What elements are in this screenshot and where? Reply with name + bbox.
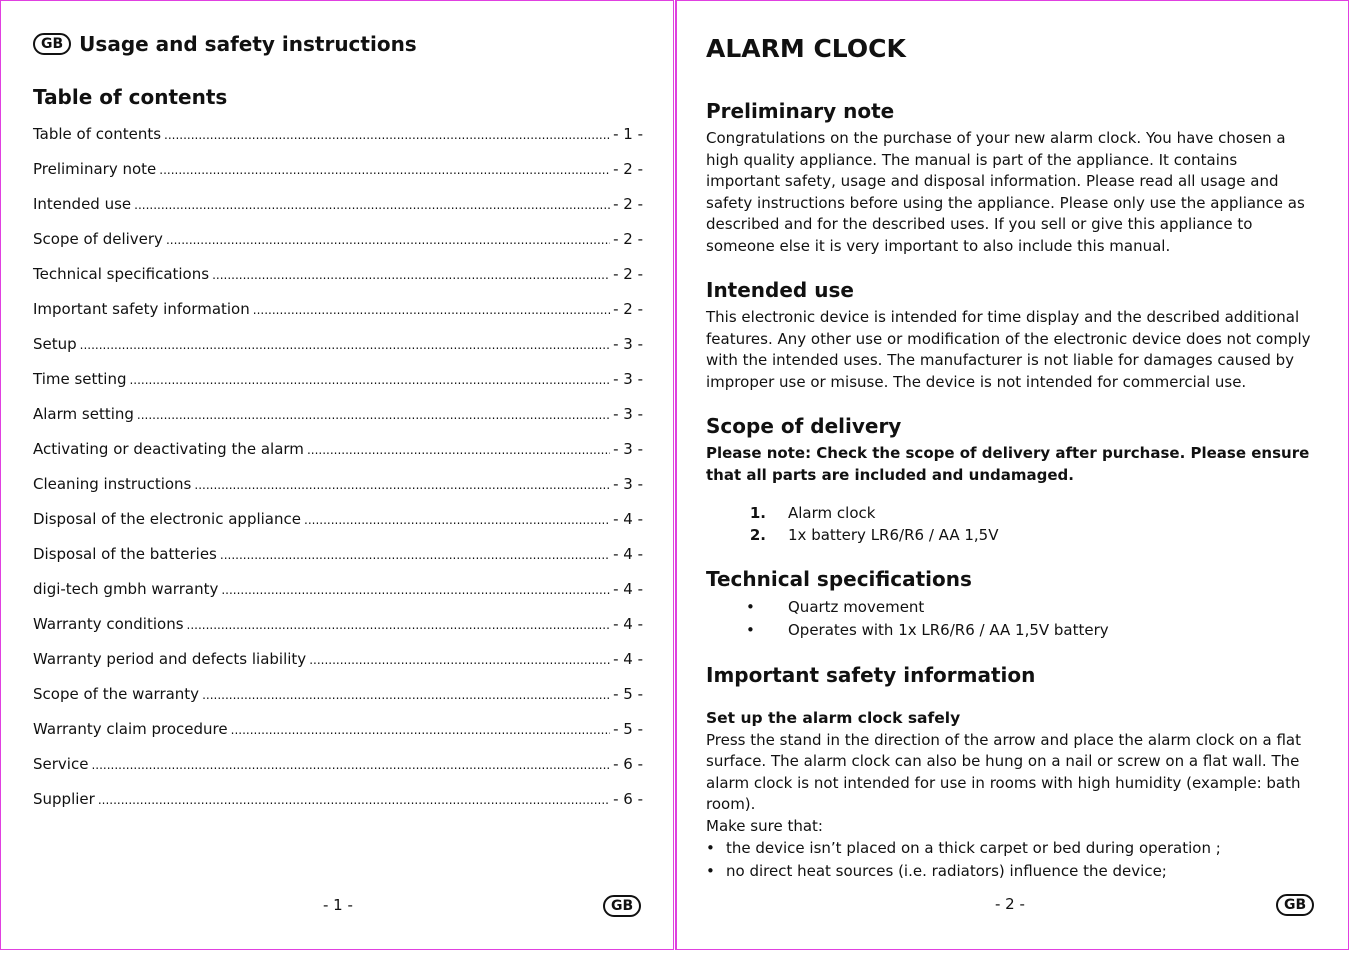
toc-entry-label: Time setting [33, 370, 127, 388]
toc-leader-dots [134, 195, 610, 213]
toc-entry-page: - 2 - [613, 195, 643, 213]
toc-entry-page: - 3 - [613, 440, 643, 458]
toc-leader-dots [253, 300, 610, 318]
toc-entry[interactable] [33, 545, 643, 580]
toc-entry-label: Preliminary note [33, 160, 157, 178]
toc-entry[interactable] [33, 650, 643, 685]
list-text: the device isn’t placed on a thick carpet or bed during operation ; [726, 839, 1221, 857]
table-of-contents [33, 125, 643, 825]
list-item [706, 524, 1316, 546]
toc-entry-label: Intended use [33, 195, 132, 213]
toc-entry[interactable] [33, 615, 643, 650]
toc-entry-label: Service [33, 755, 89, 773]
toc-entry-page: - 2 - [613, 160, 643, 178]
section-heading: Technical specifications [706, 567, 972, 591]
toc-entry-label: Setup [33, 335, 77, 353]
toc-entry-page: - 6 - [613, 790, 643, 808]
section-heading: Important safety information [706, 663, 1036, 687]
toc-leader-dots [309, 650, 610, 668]
toc-entry-label: Disposal of the batteries [33, 545, 217, 563]
toc-leader-dots [91, 755, 610, 773]
toc-leader-dots [231, 720, 610, 738]
toc-entry-page: - 5 - [613, 685, 643, 703]
list-text: Quartz movement [788, 598, 925, 616]
toc-entry[interactable] [33, 405, 643, 440]
toc-entry-label: Technical specifications [33, 265, 210, 283]
toc-entry[interactable] [33, 265, 643, 300]
toc-entry-page: - 4 - [613, 510, 643, 528]
section-text: Press the stand in the direction of the arrow and place the alarm clock on a flat surface. The alarm clock can also be hung on a nail or screw on a flat wall. The alarm clock is not intended for use in rooms with high humidity (example: bath room). [706, 730, 1301, 813]
gb-language-badge: GB [33, 33, 71, 55]
bullet-icon: • [746, 598, 755, 616]
section-safety [706, 662, 1316, 883]
list-item [706, 502, 1316, 524]
toc-leader-dots [187, 615, 611, 633]
header-title: Usage and safety instructions [79, 32, 417, 56]
toc-leader-dots [166, 230, 610, 248]
toc-leader-dots [159, 160, 610, 178]
toc-entry[interactable] [33, 755, 643, 790]
toc-entry-label: Table of contents [33, 125, 162, 143]
toc-leader-dots [304, 510, 610, 528]
toc-entry-page: - 4 - [613, 650, 643, 668]
section-preliminary [706, 98, 1316, 257]
toc-entry[interactable] [33, 790, 643, 825]
toc-entry[interactable] [33, 370, 643, 405]
toc-entry[interactable] [33, 475, 643, 510]
toc-entry-page: - 3 - [613, 335, 643, 353]
toc-entry-label: Scope of delivery [33, 230, 163, 248]
toc-entry[interactable] [33, 195, 643, 230]
toc-entry-page: - 3 - [613, 405, 643, 423]
toc-leader-dots [202, 685, 610, 703]
make-sure-text: Make sure that: [706, 816, 823, 835]
toc-entry-page: - 2 - [613, 265, 643, 283]
toc-entry[interactable] [33, 230, 643, 265]
toc-entry-page: - 2 - [613, 230, 643, 248]
toc-entry-label: Scope of the warranty [33, 685, 200, 703]
toc-entry[interactable] [33, 580, 643, 615]
safety-bullets [706, 837, 1316, 883]
bullet-icon: • [746, 621, 755, 639]
list-item [706, 837, 1316, 860]
list-text: no direct heat sources (i.e. radiators) influence the device; [726, 862, 1167, 880]
toc-entry-label: Warranty conditions [33, 615, 184, 633]
spec-list [706, 596, 1316, 642]
subsection-heading: Set up the alarm clock safely [706, 709, 961, 727]
section-heading: Scope of delivery [706, 414, 902, 438]
toc-entry-page: - 4 - [613, 580, 643, 598]
right-content [706, 98, 1316, 883]
toc-entry-page: - 2 - [613, 300, 643, 318]
toc-entry[interactable] [33, 510, 643, 545]
gb-footer-badge: GB [1276, 894, 1314, 916]
toc-leader-dots [98, 790, 610, 808]
left-page [0, 0, 674, 950]
toc-entry-label: Important safety information [33, 300, 250, 318]
toc-leader-dots [129, 370, 610, 388]
toc-leader-dots [220, 545, 610, 563]
toc-leader-dots [80, 335, 610, 353]
section-intended-use [706, 277, 1316, 393]
list-item [706, 619, 1316, 642]
toc-title: Table of contents [33, 85, 228, 109]
toc-leader-dots [194, 475, 610, 493]
toc-entry-page: - 4 - [613, 615, 643, 633]
toc-entry-label: digi-tech gmbh warranty [33, 580, 219, 598]
left-header [33, 32, 417, 56]
toc-entry-label: Alarm setting [33, 405, 134, 423]
bullet-icon: • [706, 862, 715, 880]
scope-note: Please note: Check the scope of delivery after purchase. Please ensure that all parts are included and undamaged. [706, 444, 1310, 484]
list-text: Operates with 1x LR6/R6 / AA 1,5V battery [788, 621, 1109, 639]
section-text: This electronic device is intended for time display and the described additional features. Any other use or modification of the electronic device does not comply with the intended uses. The manufacturer is not liable for damages caused by improper use or misuse. The device is not intended for commercial use. [706, 308, 1311, 391]
toc-entry-page: - 5 - [613, 720, 643, 738]
toc-entry-page: - 1 - [613, 125, 643, 143]
toc-leader-dots [164, 125, 610, 143]
page-number: - 2 - [995, 895, 1025, 913]
toc-leader-dots [221, 580, 610, 598]
section-scope-of-delivery [706, 413, 1316, 546]
toc-entry-page: - 3 - [613, 370, 643, 388]
toc-entry-label: Supplier [33, 790, 95, 808]
toc-entry[interactable] [33, 160, 643, 195]
bullet-icon: • [706, 839, 715, 857]
section-text: Congratulations on the purchase of your new alarm clock. You have chosen a high quality appliance. The manual is part of the appliance. It contains important safety, usage and disposal information. Please read all usage and safety instructions before using the appliance. Please only use the appliance as described and for the described uses. If you sell or give this appliance to someone else it is very important to also include this manual. [706, 129, 1305, 255]
toc-entry-label: Warranty period and defects liability [33, 650, 307, 668]
toc-entry-label: Activating or deactivating the alarm [33, 440, 304, 458]
toc-leader-dots [137, 405, 610, 423]
list-text: 1x battery LR6/R6 / AA 1,5V [788, 526, 999, 544]
toc-entry[interactable] [33, 720, 643, 755]
section-heading: Preliminary note [706, 99, 895, 123]
list-number: 1. [749, 504, 766, 522]
toc-entry-label: Cleaning instructions [33, 475, 192, 493]
toc-entry[interactable] [33, 335, 643, 370]
list-item [706, 596, 1316, 619]
toc-entry[interactable] [33, 300, 643, 335]
section-heading: Intended use [706, 278, 854, 302]
section-technical [706, 566, 1316, 642]
toc-entry[interactable] [33, 685, 643, 720]
toc-entry-label: Warranty claim procedure [33, 720, 228, 738]
toc-entry-page: - 3 - [613, 475, 643, 493]
toc-leader-dots [307, 440, 610, 458]
document-title: ALARM CLOCK [706, 34, 906, 63]
toc-entry[interactable] [33, 440, 643, 475]
delivery-list [706, 502, 1316, 546]
toc-entry-page: - 6 - [613, 755, 643, 773]
toc-leader-dots [212, 265, 610, 283]
toc-entry-page: - 4 - [613, 545, 643, 563]
list-text: Alarm clock [788, 504, 876, 522]
gb-footer-badge: GB [603, 895, 641, 917]
list-number: 2. [749, 526, 766, 544]
page-number: - 1 - [323, 896, 353, 914]
toc-entry-label: Disposal of the electronic appliance [33, 510, 301, 528]
toc-entry[interactable] [33, 125, 643, 160]
list-item [706, 860, 1316, 883]
